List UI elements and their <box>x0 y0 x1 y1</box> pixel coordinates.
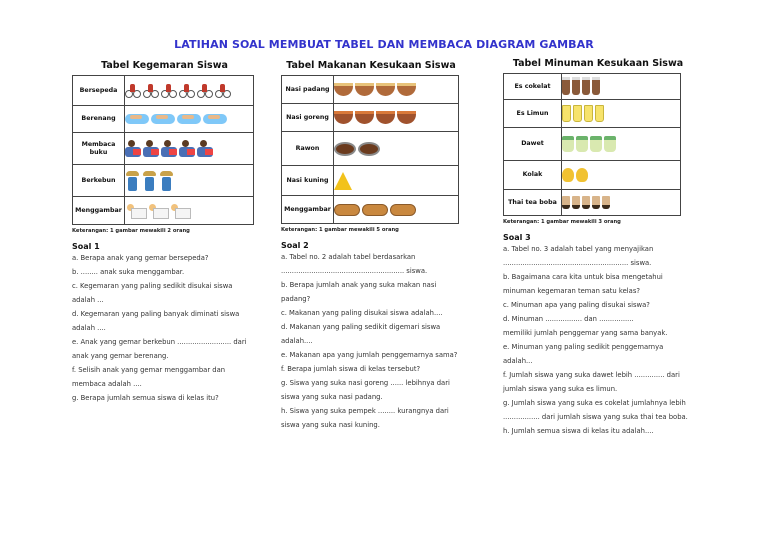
page-title: LATIHAN SOAL MEMBUAT TABEL DAN MEMBACA DIAGRAM GAMBAR <box>174 38 594 51</box>
row-label: Es cokelat <box>504 74 562 100</box>
nasi-padang-icon <box>376 83 395 96</box>
question-item: c. Minuman apa yang paling disukai siswa? <box>503 301 650 309</box>
reader-icon <box>143 140 159 157</box>
question-item: a. Berapa anak yang gemar bersepeda? <box>72 254 209 262</box>
table-row <box>282 166 459 196</box>
question-item: c. Makanan yang paling disukai siswa adalah.... <box>281 309 443 317</box>
question-item: g. Jumlah siswa yang suka es cokelat jumlahnya lebih ................. dari jumlah siswa yang suka thai tea boba. <box>503 399 688 421</box>
table-row <box>504 161 681 190</box>
row-pictures <box>562 128 681 161</box>
table-row <box>504 128 681 161</box>
row-label: Menggambar <box>73 197 125 225</box>
kolak-icon <box>576 168 588 182</box>
row-label: Thai tea boba <box>504 190 562 216</box>
bike-icon <box>179 84 195 98</box>
question-item: c. Kegemaran yang paling sedikit disukai siswa adalah ... <box>72 282 233 304</box>
row-label: Dawet <box>504 128 562 161</box>
row-pictures <box>125 197 254 225</box>
chocolate-drink-icon <box>582 79 590 95</box>
question-item: g. Berapa jumlah semua siswa di kelas itu? <box>72 394 219 402</box>
nasi-padang-icon <box>397 83 416 96</box>
nasi-goreng-icon <box>376 111 395 124</box>
drawing-icon <box>147 204 167 218</box>
table-row <box>282 104 459 132</box>
table-note: Keterangan: 1 gambar mewakili 5 orang <box>281 227 399 233</box>
table-title: Tabel Minuman Kesukaan Siswa <box>512 58 684 69</box>
bike-icon <box>215 84 231 98</box>
table-row <box>282 76 459 104</box>
dawet-icon <box>562 136 574 152</box>
farmer-icon <box>142 171 157 191</box>
swimmer-icon <box>151 114 175 124</box>
question-item: f. Berapa jumlah siswa di kelas tersebut? <box>281 365 421 373</box>
question-item: b. Berapa jumlah anak yang suka makan nasi padang? <box>281 281 437 303</box>
question-item: memiliki jumlah penggemar yang sama banyak. <box>503 329 668 337</box>
pictograph-table <box>281 75 459 224</box>
row-label: Nasi padang <box>282 76 334 104</box>
boba-icon <box>582 196 590 209</box>
question-item: f. Selisih anak yang gemar menggambar dan membaca adalah .... <box>72 366 226 388</box>
chocolate-drink-icon <box>562 79 570 95</box>
table-note: Keterangan: 1 gambar mewakili 2 orang <box>72 228 190 234</box>
nasi-goreng-icon <box>334 111 353 124</box>
row-pictures <box>125 165 254 197</box>
dawet-icon <box>590 136 602 152</box>
row-label: Membaca buku <box>73 133 125 165</box>
row-label: Rawon <box>282 132 334 166</box>
pictograph-table <box>72 75 254 225</box>
boba-icon <box>572 196 580 209</box>
table-row <box>504 100 681 128</box>
question-item: g. Siswa yang suka nasi goreng ...... lebihnya dari siswa yang suka nasi padang. <box>281 379 450 401</box>
table-row <box>504 74 681 100</box>
row-pictures <box>334 166 459 196</box>
row-label: Nasi kuning <box>282 166 334 196</box>
row-pictures <box>334 196 459 224</box>
row-pictures <box>125 76 254 106</box>
row-pictures <box>125 106 254 133</box>
table-row <box>504 190 681 216</box>
lemonade-icon <box>584 105 593 122</box>
question-item: d. Makanan yang paling sedikit digemari siswa adalah.... <box>281 323 441 345</box>
question-item: f. Jumlah siswa yang suka dawet lebih .............. dari jumlah siswa yang suka es limun. <box>503 371 680 393</box>
row-pictures <box>334 132 459 166</box>
question-item: e. Makanan apa yang jumlah penggemarnya sama? <box>281 351 458 359</box>
table-row <box>73 106 254 133</box>
row-pictures <box>562 190 681 216</box>
question-list <box>72 251 257 405</box>
question-item: b. ........ anak suka menggambar. <box>72 268 185 276</box>
rawon-icon <box>358 142 380 156</box>
table-row <box>73 165 254 197</box>
reader-icon <box>197 140 213 157</box>
nasi-padang-icon <box>334 83 353 96</box>
row-label: Nasi goreng <box>282 104 334 132</box>
row-label: Menggambar <box>282 196 334 224</box>
row-pictures <box>562 100 681 128</box>
question-item: e. Anak yang gemar berkebun ......................... dari anak yang gemar berenang. <box>72 338 247 360</box>
row-pictures <box>562 74 681 100</box>
chocolate-drink-icon <box>572 79 580 95</box>
boba-icon <box>592 196 600 209</box>
table-row <box>282 132 459 166</box>
table-note: Keterangan: 1 gambar mewakili 3 orang <box>503 219 621 225</box>
soal-heading: Soal 1 <box>72 242 100 251</box>
reader-icon <box>179 140 195 157</box>
row-pictures <box>125 133 254 165</box>
section-minuman <box>503 58 693 438</box>
row-label: Berkebun <box>73 165 125 197</box>
question-item: h. Jumlah semua siswa di kelas itu adalah.... <box>503 427 654 435</box>
section-kegemaran <box>72 60 257 405</box>
nasi-goreng-icon <box>355 111 374 124</box>
row-pictures <box>334 76 459 104</box>
table-row <box>73 197 254 225</box>
drawing-icon <box>125 204 145 218</box>
tumpeng-icon <box>334 172 352 190</box>
table-row <box>73 76 254 106</box>
lemonade-icon <box>573 105 582 122</box>
question-item: d. Kegemaran yang paling banyak diminati siswa adalah .... <box>72 310 240 332</box>
reader-icon <box>125 140 141 157</box>
table-title: Tabel Kegemaran Siswa <box>101 60 228 71</box>
row-pictures <box>334 104 459 132</box>
pictograph-table <box>503 73 681 216</box>
bike-icon <box>161 84 177 98</box>
pempek-icon <box>390 204 416 216</box>
lemonade-icon <box>562 105 571 122</box>
swimmer-icon <box>203 114 227 124</box>
question-item: b. Bagaimana cara kita untuk bisa mengetahui minuman kegemaran teman satu kelas? <box>503 273 663 295</box>
question-item: e. Minuman yang paling sedikit penggemarnya adalah... <box>503 343 664 365</box>
question-item: h. Siswa yang suka pempek ........ kurangnya dari siswa yang suka nasi kuning. <box>281 407 449 429</box>
lemonade-icon <box>595 105 604 122</box>
question-item: a. Tabel no. 2 adalah tabel berdasarkan ......................................................... siswa. <box>281 253 428 275</box>
question-item: d. Minuman ................. dan ................ <box>503 315 634 323</box>
farmer-icon <box>159 171 174 191</box>
nasi-padang-icon <box>355 83 374 96</box>
soal-heading: Soal 2 <box>281 241 309 250</box>
section-makanan <box>281 60 461 432</box>
question-item: a. Tabel no. 3 adalah tabel yang menyajikan .......................................................... siswa. <box>503 245 654 267</box>
pempek-icon <box>334 204 360 216</box>
boba-icon <box>602 196 610 209</box>
dawet-icon <box>604 136 616 152</box>
bike-icon <box>125 84 141 98</box>
soal-heading: Soal 3 <box>503 233 531 242</box>
boba-icon <box>562 196 570 209</box>
swimmer-icon <box>125 114 149 124</box>
table-row <box>73 133 254 165</box>
reader-icon <box>161 140 177 157</box>
dawet-icon <box>576 136 588 152</box>
row-label: Es Limun <box>504 100 562 128</box>
table-title: Tabel Makanan Kesukaan Siswa <box>286 60 456 71</box>
question-list <box>281 250 461 432</box>
bike-icon <box>197 84 213 98</box>
swimmer-icon <box>177 114 201 124</box>
farmer-icon <box>125 171 140 191</box>
nasi-goreng-icon <box>397 111 416 124</box>
pempek-icon <box>362 204 388 216</box>
rawon-icon <box>334 142 356 156</box>
kolak-icon <box>562 168 574 182</box>
row-label: Berenang <box>73 106 125 133</box>
row-pictures <box>562 161 681 190</box>
chocolate-drink-icon <box>592 79 600 95</box>
question-list <box>503 242 693 438</box>
drawing-icon <box>169 204 189 218</box>
bike-icon <box>143 84 159 98</box>
row-label: Kolak <box>504 161 562 190</box>
table-row <box>282 196 459 224</box>
row-label: Bersepeda <box>73 76 125 106</box>
